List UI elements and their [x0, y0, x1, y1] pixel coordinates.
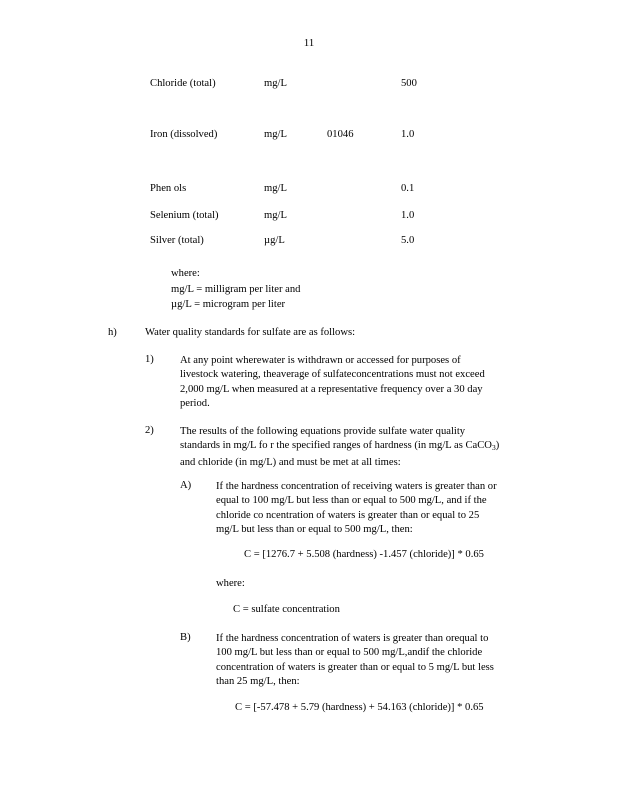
unit-definition: mg/L = milligram per liter and — [171, 284, 301, 295]
section-text: Water quality standards for sulfate are as follows: — [145, 327, 356, 338]
subscript: 3 — [491, 443, 496, 453]
parameter-unit: mg/L — [264, 183, 287, 194]
parameter-code: 01046 — [327, 129, 354, 140]
parameter-name: Chloride (total) — [150, 78, 216, 89]
parameter-name: Selenium (total) — [150, 210, 219, 221]
item-paragraph — [180, 425, 499, 470]
paragraph-line: period. — [180, 398, 210, 410]
paragraph-line: At any point wherewater is withdrawn or accessed for purposes of — [180, 355, 461, 366]
item-marker: 2) — [145, 425, 154, 436]
parameter-value: 500 — [401, 78, 417, 89]
paragraph-line: 2,000 mg/L when measured at a representative frequency over a 30 day — [180, 383, 483, 395]
section-marker: h) — [108, 327, 117, 338]
equation: C = [1276.7 + 5.508 (hardness) -1.457 (chloride)] * 0.65 — [244, 549, 484, 560]
paragraph-line: mg/L but less than or equal to 500 mg/L, then: — [216, 524, 413, 536]
close-paren: ) — [495, 440, 500, 452]
paragraph-line: livestock watering, theaverage of sulfateconcentrations must not exceed — [180, 369, 485, 381]
paragraph-line: chloride co ncentration of waters is greater than or equal to 25 — [216, 509, 480, 521]
item-marker: B) — [180, 632, 191, 643]
parameter-name: Silver (total) — [150, 235, 204, 246]
item-marker: 1) — [145, 354, 154, 365]
parameter-value: 1.0 — [401, 210, 415, 221]
item-marker: A) — [180, 480, 192, 491]
parameter-value: 0.1 — [401, 183, 415, 194]
paragraph-line: than 25 mg/L, then: — [216, 676, 300, 688]
parameter-value: 5.0 — [401, 235, 415, 246]
table-row — [0, 129, 618, 143]
item-paragraph — [180, 354, 485, 412]
paragraph-line: equal to 100 mg/L but less than or equal to 500 mg/L, and if the — [216, 495, 487, 507]
parameter-unit: mg/L — [264, 129, 287, 140]
unit-definition: µg/L = microgram per liter — [171, 299, 286, 310]
paragraph-line: 100 mg/L but less than or equal to 500 mg/L,andif the chloride — [216, 647, 483, 659]
table-row — [0, 78, 618, 92]
parameter-name: Iron (dissolved) — [150, 129, 218, 140]
variable-definition: C = sulfate concentration — [233, 604, 340, 615]
parameter-unit: µg/L — [264, 235, 285, 246]
equation: C = [-57.478 + 5.79 (hardness) + 54.163 (chloride)] * 0.65 — [235, 702, 484, 713]
paragraph-line — [180, 439, 499, 455]
paragraph-line: If the hardness concentration of receiving waters is greater than or — [216, 481, 497, 492]
where-label: where: — [171, 268, 200, 279]
parameter-unit: mg/L — [264, 210, 287, 221]
line-text: standards in mg/L fo r the specified ranges of hardness (in mg/L as CaCO — [180, 440, 492, 452]
parameter-name: Phen ols — [150, 183, 187, 194]
page-number: 11 — [303, 37, 315, 49]
table-row — [0, 210, 618, 224]
table-row — [0, 183, 618, 197]
where-label: where: — [216, 578, 245, 589]
parameter-value: 1.0 — [401, 129, 415, 140]
item-paragraph — [216, 480, 497, 538]
paragraph-line: The results of the following equations provide sulfate water quality — [180, 426, 466, 437]
item-paragraph — [216, 632, 494, 690]
table-row — [0, 235, 618, 249]
paragraph-line: and chloride (in mg/L) and must be met at all times: — [180, 456, 401, 468]
parameter-unit: mg/L — [264, 78, 287, 89]
paragraph-line: concentration of waters is greater than or equal to 5 mg/L but less — [216, 661, 494, 673]
paragraph-line: If the hardness concentration of waters is greater than orequal to — [216, 633, 489, 644]
